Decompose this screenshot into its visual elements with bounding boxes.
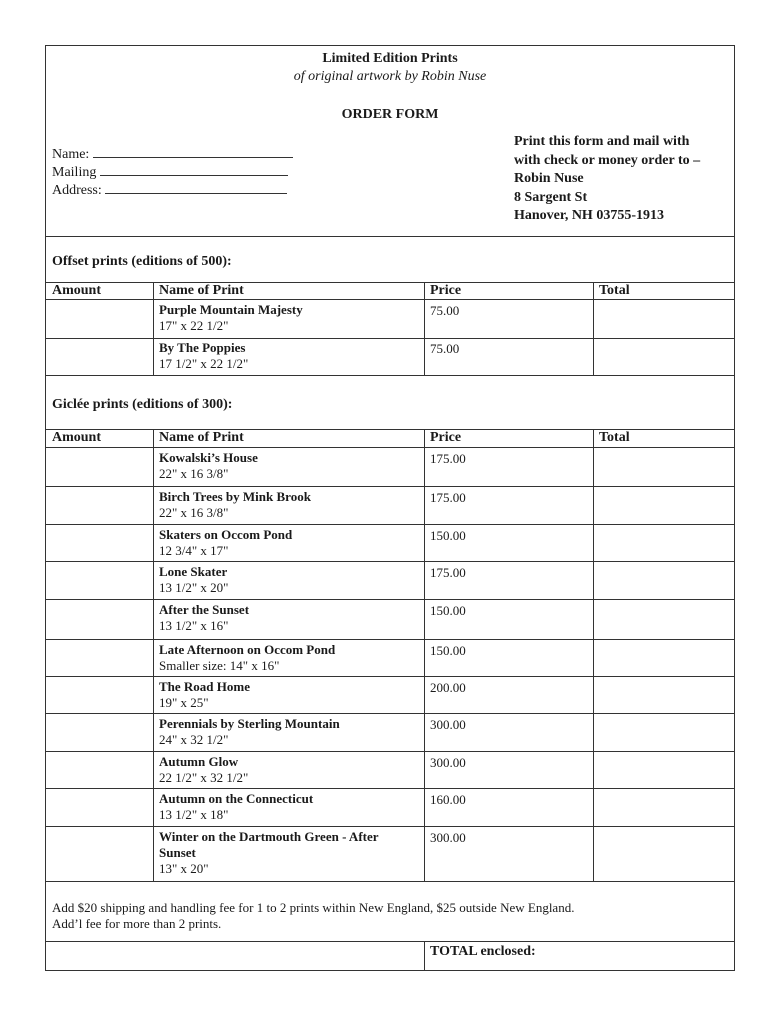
divider xyxy=(46,486,734,487)
divider xyxy=(46,299,734,300)
divider xyxy=(46,751,734,752)
print-size: Smaller size: 14" x 16" xyxy=(159,658,280,673)
form-subtitle: of original artwork by Robin Nuse xyxy=(293,69,487,84)
print-size: 13 1/2" x 16" xyxy=(159,618,229,633)
divider xyxy=(46,447,734,448)
col-total-header: Total xyxy=(599,430,630,445)
print-name: Kowalski’s House xyxy=(159,450,258,465)
print-price: 300.00 xyxy=(430,717,466,732)
divider xyxy=(46,881,734,882)
print-size: 17 1/2" x 22 1/2" xyxy=(159,356,249,371)
mail-to-line: Print this form and mail with xyxy=(514,134,690,149)
col-amount-header: Amount xyxy=(52,430,102,445)
col-name-header: Name of Print xyxy=(159,283,244,298)
print-name: After the Sunset xyxy=(159,602,250,617)
shipping-note-line: Add $20 shipping and handling fee for 1 to 2 prints within New England, $25 outside New England. xyxy=(52,900,575,915)
mail-to-line: Hanover, NH 03755-1913 xyxy=(514,208,664,223)
form-title: Limited Edition Prints xyxy=(322,51,458,66)
col-amount-header: Amount xyxy=(52,283,102,298)
col-divider xyxy=(424,282,425,375)
print-size: 12 3/4" x 17" xyxy=(159,543,229,558)
mail-to-line: Robin Nuse xyxy=(514,171,584,186)
offset-heading: Offset prints (editions of 500): xyxy=(52,254,232,269)
col-divider xyxy=(424,941,425,971)
print-name: Lone Skater xyxy=(159,564,228,579)
divider xyxy=(46,524,734,525)
print-name: Birch Trees by Mink Brook xyxy=(159,489,311,504)
print-row xyxy=(159,340,421,372)
divider xyxy=(46,676,734,677)
print-name: The Road Home xyxy=(159,679,250,694)
print-price: 150.00 xyxy=(430,603,466,618)
col-divider xyxy=(593,282,594,375)
divider xyxy=(46,429,734,430)
divider xyxy=(46,561,734,562)
print-name: By The Poppies xyxy=(159,340,246,355)
address-line[interactable] xyxy=(105,181,287,194)
print-price: 150.00 xyxy=(430,528,466,543)
divider xyxy=(46,282,734,283)
name-field[interactable] xyxy=(52,145,293,163)
print-row xyxy=(159,754,421,786)
print-name: Late Afternoon on Occom Pond xyxy=(159,642,336,657)
print-name: Skaters on Occom Pond xyxy=(159,527,293,542)
print-row xyxy=(159,489,421,521)
address-field[interactable] xyxy=(52,181,287,199)
mailing-line[interactable] xyxy=(100,163,288,176)
address-label: Address: xyxy=(52,183,102,198)
print-price: 150.00 xyxy=(430,643,466,658)
print-row xyxy=(159,527,421,559)
print-price: 200.00 xyxy=(430,680,466,695)
print-size: 13" x 20" xyxy=(159,861,209,876)
col-total-header: Total xyxy=(599,283,630,298)
print-name: Purple Mountain Majesty xyxy=(159,302,303,317)
print-price: 175.00 xyxy=(430,490,466,505)
col-price-header: Price xyxy=(430,283,462,298)
print-size: 19" x 25" xyxy=(159,695,209,710)
shipping-note-line: Add’l fee for more than 2 prints. xyxy=(52,916,222,931)
divider xyxy=(46,338,734,339)
print-row xyxy=(159,642,421,674)
mail-to-line: with check or money order to – xyxy=(514,152,701,168)
divider xyxy=(46,639,734,640)
total-enclosed-field[interactable] xyxy=(594,942,733,970)
col-divider xyxy=(424,429,425,881)
divider xyxy=(46,788,734,789)
print-row xyxy=(159,791,421,823)
print-price: 175.00 xyxy=(430,565,466,580)
print-row xyxy=(159,602,421,634)
print-size: 13 1/2" x 18" xyxy=(159,807,229,822)
divider xyxy=(46,236,734,237)
print-name: Winter on the Dartmouth Green - After Sunset xyxy=(159,829,379,860)
print-price: 300.00 xyxy=(430,755,466,770)
col-divider xyxy=(593,429,594,881)
divider xyxy=(46,826,734,827)
print-row xyxy=(159,564,421,596)
print-name: Autumn on the Connecticut xyxy=(159,791,314,806)
print-row xyxy=(159,716,421,748)
name-line[interactable] xyxy=(93,145,293,158)
print-price: 75.00 xyxy=(430,303,460,318)
print-size: 24" x 32 1/2" xyxy=(159,732,229,747)
mailing-label: Mailing xyxy=(52,165,97,180)
shipping-note xyxy=(52,900,574,932)
print-name: Perennials by Sterling Mountain xyxy=(159,716,340,731)
mailing-field[interactable] xyxy=(52,163,288,181)
print-row xyxy=(159,829,409,877)
col-divider xyxy=(153,429,154,881)
print-size: 13 1/2" x 20" xyxy=(159,580,229,595)
divider xyxy=(46,375,734,376)
print-price: 75.00 xyxy=(430,341,460,356)
name-label: Name: xyxy=(52,147,90,162)
print-size: 22 1/2" x 32 1/2" xyxy=(159,770,249,785)
print-price: 160.00 xyxy=(430,792,466,807)
print-row xyxy=(159,679,421,711)
print-row xyxy=(159,450,421,482)
print-name: Autumn Glow xyxy=(159,754,239,769)
order-form xyxy=(45,45,735,971)
print-price: 300.00 xyxy=(430,830,466,845)
print-size: 17" x 22 1/2" xyxy=(159,318,229,333)
col-name-header: Name of Print xyxy=(159,430,244,445)
mail-to-line: 8 Sargent St xyxy=(514,189,588,205)
total-enclosed-label: TOTAL enclosed: xyxy=(430,944,536,959)
divider xyxy=(46,713,734,714)
col-price-header: Price xyxy=(430,430,462,445)
order-form-heading: ORDER FORM xyxy=(341,107,439,122)
giclee-heading: Giclée prints (editions of 300): xyxy=(52,397,233,412)
divider xyxy=(46,599,734,600)
col-divider xyxy=(153,282,154,375)
mail-to-block xyxy=(514,133,734,226)
print-price: 175.00 xyxy=(430,451,466,466)
print-size: 22" x 16 3/8" xyxy=(159,505,229,520)
print-row xyxy=(159,302,421,334)
print-size: 22" x 16 3/8" xyxy=(159,466,229,481)
